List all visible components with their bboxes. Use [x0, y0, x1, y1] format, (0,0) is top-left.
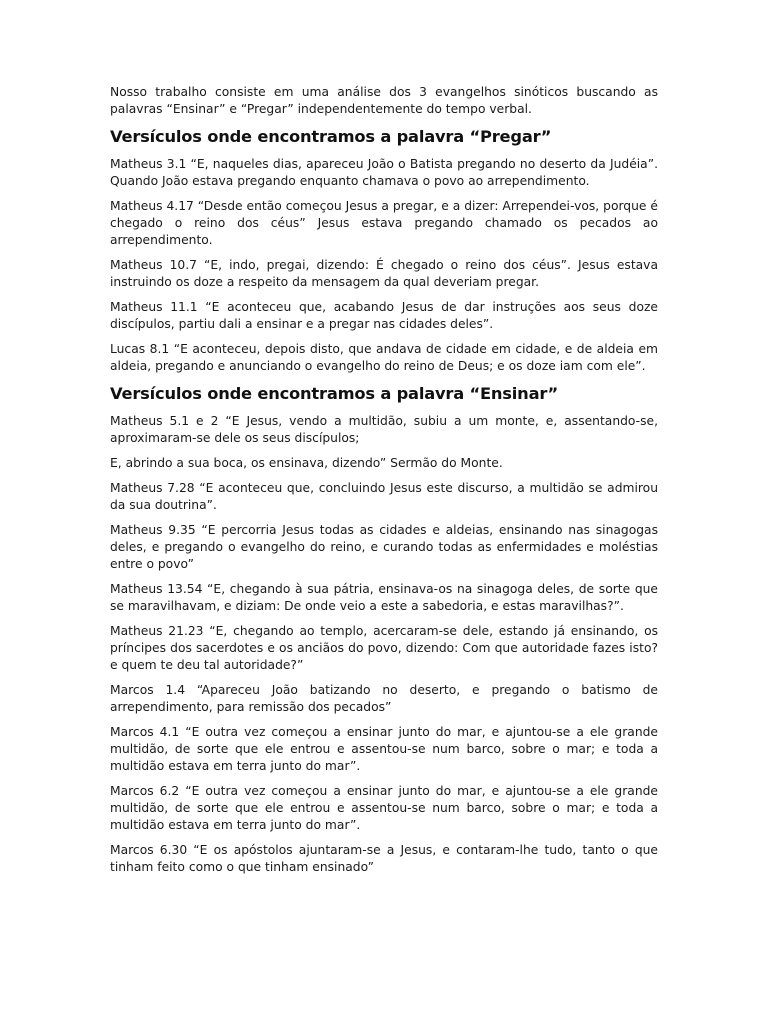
verse-paragraph: Marcos 4.1 “E outra vez começou a ensinar junto do mar, e ajuntou-se a ele grande multidão, de sorte que ele entrou e assentou-se num barco, sobre o mar; e toda a multidão estava em terra junto do mar”. — [110, 725, 658, 773]
verse-paragraph: Matheus 21.23 “E, chegando ao templo, acercaram-se dele, estando já ensinando, os príncipes dos sacerdotes e os anciãos do povo, dizendo: Com que autoridade fazes isto? e quem te deu tal autoridade?” — [110, 624, 658, 672]
verse-paragraph: Matheus 7.28 “E aconteceu que, concluindo Jesus este discurso, a multidão se admirou da sua doutrina”. — [110, 481, 658, 512]
intro-paragraph: Nosso trabalho consiste em uma análise dos 3 evangelhos sinóticos buscando as palavras “Ensinar” e “Pregar” independentemente do tempo verbal. — [110, 85, 658, 116]
verse-paragraph: Lucas 8.1 “E aconteceu, depois disto, que andava de cidade em cidade, e de aldeia em aldeia, pregando e anunciando o evangelho do reino de Deus; e os doze iam com ele”. — [110, 342, 658, 373]
verse-paragraph: Matheus 10.7 “E, indo, pregai, dizendo: É chegado o reino dos céus”. Jesus estava instruindo os doze a respeito da mensagem da qual deveriam pregar. — [110, 258, 658, 289]
verse-paragraph: Marcos 6.2 “E outra vez começou a ensinar junto do mar, e ajuntou-se a ele grande multidão, de sorte que ele entrou e assentou-se num barco, sobre o mar; e toda a multidão estava em terra junto do mar”. — [110, 784, 658, 832]
verse-paragraph: Matheus 11.1 “E aconteceu que, acabando Jesus de dar instruções aos seus doze discípulos, partiu dali a ensinar e a pregar nas cidades deles”. — [110, 300, 658, 331]
verse-paragraph: Marcos 6.30 “E os apóstolos ajuntaram-se a Jesus, e contaram-lhe tudo, tanto o que tinham feito como o que tinham ensinado” — [110, 843, 658, 874]
verse-paragraph: Matheus 5.1 e 2 “E Jesus, vendo a multidão, subiu a um monte, e, assentando-se, aproximaram-se dele os seus discípulos; — [110, 414, 658, 445]
verse-paragraph: Matheus 4.17 “Desde então começou Jesus a pregar, e a dizer: Arrependei-vos, porque é chegado o reino dos céus” Jesus estava pregando chamado os pecados ao arrependimento. — [110, 199, 658, 247]
section-heading-pregar: Versículos onde encontramos a palavra “Pregar” — [110, 127, 552, 146]
verse-paragraph: Marcos 1.4 “Apareceu João batizando no deserto, e pregando o batismo de arrependimento, para remissão dos pecados” — [110, 683, 658, 714]
verse-paragraph: Matheus 3.1 “E, naqueles dias, apareceu João o Batista pregando no deserto da Judéia”. Quando João estava pregando enquanto chamava o povo ao arrependimento. — [110, 157, 658, 188]
verse-paragraph: Matheus 13.54 “E, chegando à sua pátria, ensinava-os na sinagoga deles, de sorte que se maravilhavam, e diziam: De onde veio a este a sabedoria, e estas maravilhas?”. — [110, 582, 658, 613]
section-heading-ensinar: Versículos onde encontramos a palavra “Ensinar” — [110, 384, 558, 403]
document-page — [110, 84, 658, 884]
verse-paragraph: E, abrindo a sua boca, os ensinava, dizendo” Sermão do Monte. — [110, 456, 503, 470]
verse-paragraph: Matheus 9.35 “E percorria Jesus todas as cidades e aldeias, ensinando nas sinagogas deles, e pregando o evangelho do reino, e curando todas as enfermidades e moléstias entre o povo” — [110, 523, 658, 571]
